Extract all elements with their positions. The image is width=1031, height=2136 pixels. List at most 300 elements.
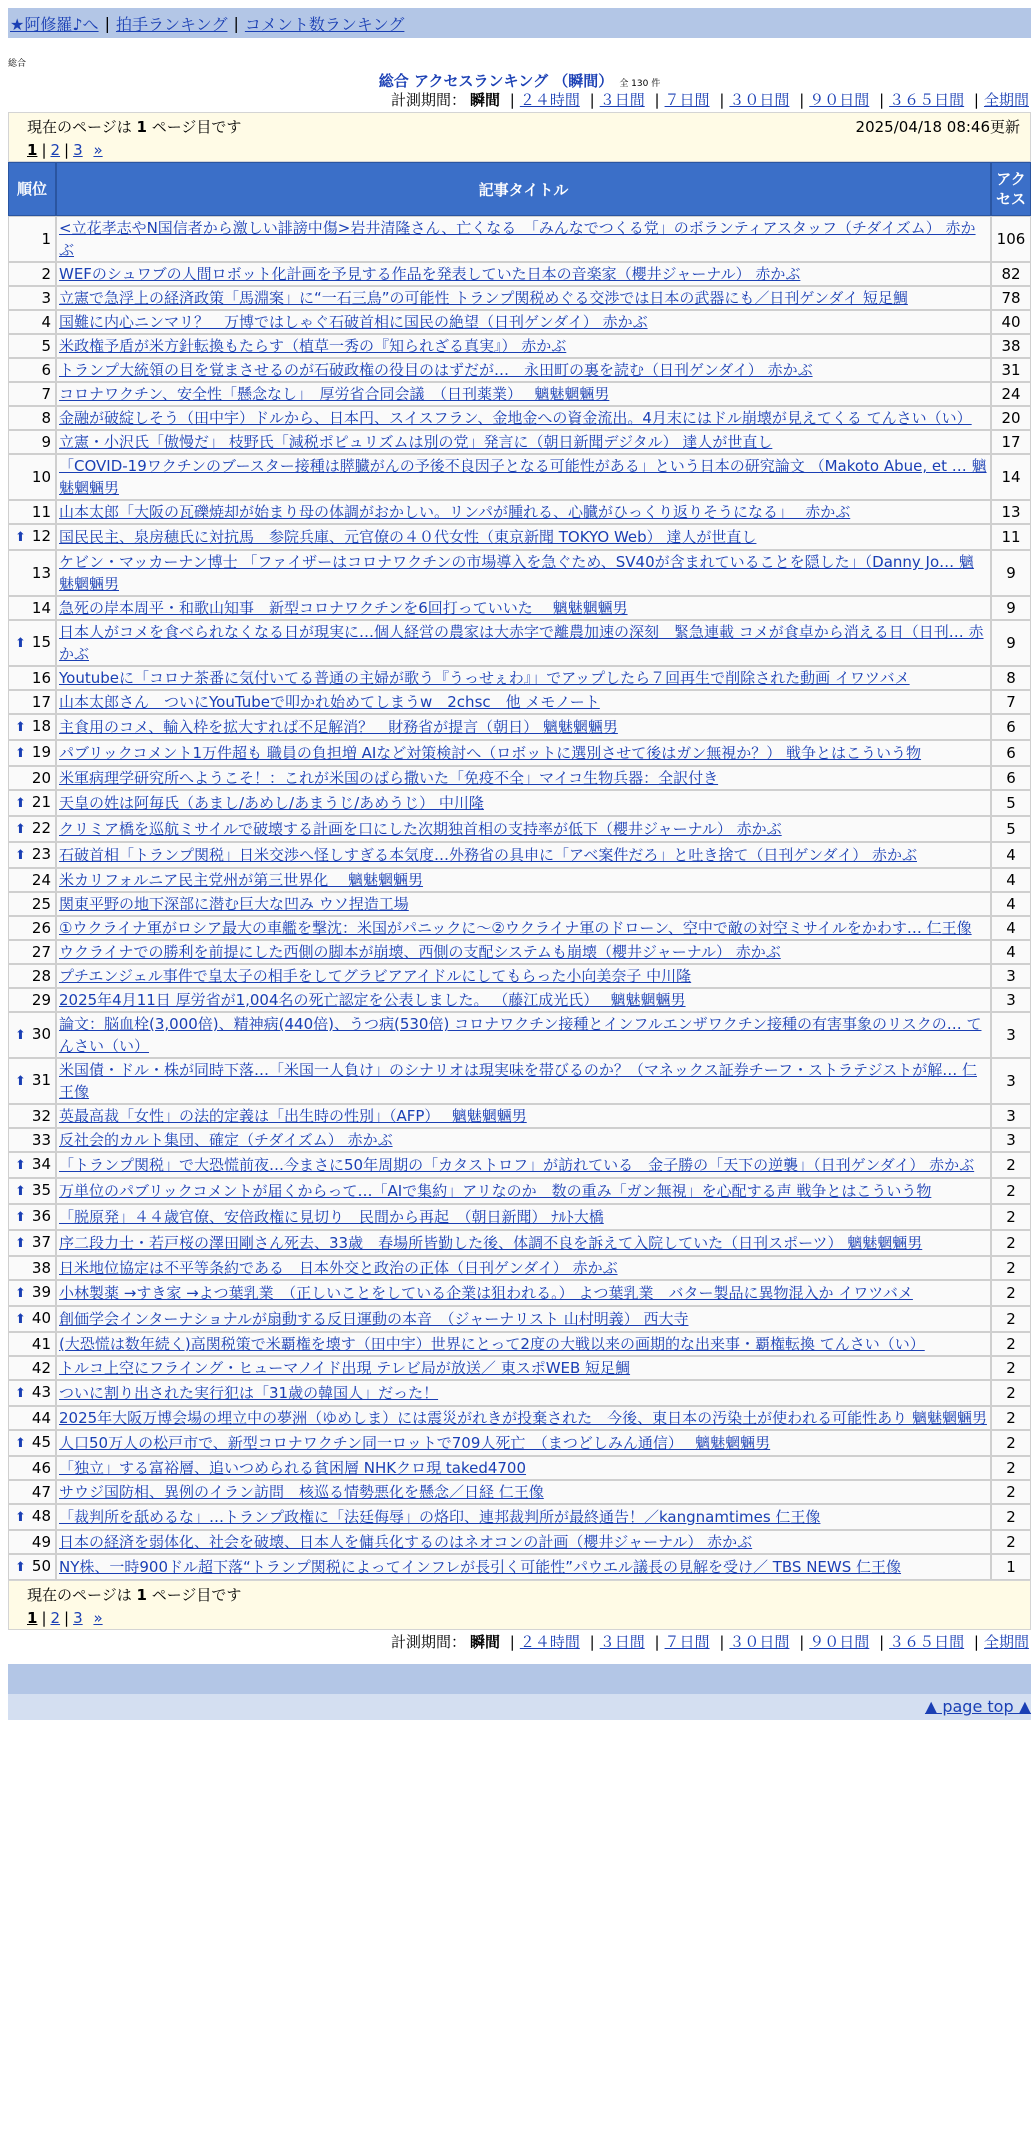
- next-page-link[interactable]: »: [93, 141, 103, 159]
- page-1-current: 1: [27, 1609, 38, 1627]
- up-arrow-icon: ⬆: [15, 1210, 26, 1225]
- rank-cell: [8, 766, 56, 790]
- table-row: [8, 1554, 1031, 1580]
- article-link[interactable]: 「COVID-19ワクチンのブースター接種は膵臓がんの予後不良因子となる可能性がある」という日本の研究論文 （Makoto Abue, et … 魑魅魍魎男: [59, 457, 987, 497]
- bottom-bar: [8, 1664, 1031, 1694]
- title-cell: [56, 286, 991, 310]
- rank-cell: [8, 500, 56, 524]
- period-selector-top: 計測期間： 瞬間 | ２４時間 | ３日間 | ７日間 | ３０日間 | ９０日間 | ３６５日間 | 全期間: [390, 91, 1029, 109]
- table-row: [8, 1128, 1031, 1152]
- title-cell: [56, 892, 991, 916]
- access-count: 2: [991, 1480, 1031, 1504]
- page-top-link[interactable]: ▲ page top ▲: [924, 1697, 1031, 1716]
- article-link[interactable]: 「独立」する富裕層、追いつめられる貧困層 NHKクロ現 taked4700: [59, 1459, 527, 1477]
- title-cell: [56, 596, 991, 620]
- article-link[interactable]: 米政権予盾が米方針転換もたらす（植草一秀の『知られざる真実』） 赤かぶ: [59, 337, 567, 355]
- period-link-30d[interactable]: ３０日間: [729, 91, 790, 109]
- title-cell: [56, 1554, 991, 1580]
- up-arrow-icon: ⬆: [15, 1560, 26, 1575]
- access-count: 2: [991, 1380, 1031, 1406]
- access-count: 2: [991, 1406, 1031, 1430]
- access-count: 3: [991, 1128, 1031, 1152]
- table-row: [8, 1504, 1031, 1530]
- article-link[interactable]: 山本太郎「大阪の瓦礫焼却が始まり母の体調がおかしい。リンパが腫れる、心臓がひっくり返りそうになる」 赤かぶ: [59, 503, 851, 521]
- article-link[interactable]: 金融が破綻しそう（田中宇）ドルから、日本円、スイスフラン、金地金への資金流出。4月末にはドル崩壊が見えてくる てんさい（い）: [59, 409, 972, 427]
- title-cell: [56, 1230, 991, 1256]
- article-link[interactable]: 2025年4月11日 厚労省が1,004名の死亡認定を公表しました。 （藤江成光氏） 魑魅魍魎男: [59, 991, 686, 1009]
- article-link[interactable]: 「裁判所を舐めるな」…トランプ政権に「法廷侮辱」の烙印、連邦裁判所が最終通告！／kangnamtimes 仁王像: [59, 1508, 821, 1526]
- title-cell: [56, 1456, 991, 1480]
- article-link[interactable]: 立憲・小沢氏「傲慢だ」 枝野氏「減税ポピュリズムは別の党」発言に（朝日新聞デジタル） 達人が世直し: [59, 433, 773, 451]
- current-page-text: 現在のページは 1 ページ目です: [27, 118, 242, 136]
- rank-cell: [8, 988, 56, 1012]
- period-link-3d[interactable]: ３日間: [599, 91, 645, 109]
- rank-cell: [8, 690, 56, 714]
- article-link[interactable]: 日本人がコメを食べられなくなる日が現実に…個人経営の農家は大赤字で離農加速の深刻 緊急連載 コメが食卓から消える日（日刊… 赤かぶ: [59, 623, 984, 663]
- access-count: 2: [991, 1178, 1031, 1204]
- period-link-24h[interactable]: ２４時間: [519, 1633, 580, 1651]
- article-link[interactable]: 英最高裁「女性」の法的定義は「出生時の性別」（AFP） 魑魅魍魎男: [59, 1107, 527, 1125]
- up-arrow-icon: ⬆: [15, 796, 26, 811]
- access-count: 4: [991, 940, 1031, 964]
- table-row: [8, 1356, 1031, 1380]
- article-link[interactable]: 日米地位協定は不平等条約である 日本外交と政治の正体（日刊ゲンダイ） 赤かぶ: [59, 1259, 618, 1277]
- page-1-current: 1: [27, 141, 38, 159]
- table-row: [8, 1480, 1031, 1504]
- title-cell: [56, 550, 991, 596]
- period-link-90d[interactable]: ９０日間: [809, 91, 870, 109]
- access-count: 2: [991, 1332, 1031, 1356]
- article-link[interactable]: 関東平野の地下深部に潜む巨大な凹み ウソ捏造工場: [59, 895, 409, 913]
- table-row: [8, 1204, 1031, 1230]
- up-arrow-icon: ⬆: [15, 1158, 26, 1173]
- title-cell: [56, 500, 991, 524]
- title-cell: [56, 1332, 991, 1356]
- article-link[interactable]: 主食用のコメ、輸入枠を拡大すれば不足解消？ 財務省が提言（朝日） 魑魅魍魎男: [59, 718, 618, 736]
- access-count: 1: [991, 1554, 1031, 1580]
- article-link[interactable]: Youtubeに「コロナ茶番に気付いてる普通の主婦が歌う『うっせぇわ』」でアップしたら７回再生で削除された動画 イワツバメ: [59, 669, 910, 687]
- access-count: 17: [991, 430, 1031, 454]
- table-row: [8, 382, 1031, 406]
- rank-cell: [8, 524, 56, 550]
- rank-number: 18: [31, 717, 51, 735]
- table-row: [8, 964, 1031, 988]
- pagination: 1 | 2 | 3 »: [27, 141, 103, 159]
- table-row: [8, 286, 1031, 310]
- top-nav-bar: [8, 8, 1031, 38]
- title-cell: [56, 620, 991, 666]
- period-link-90d[interactable]: ９０日間: [809, 1633, 870, 1651]
- rank-cell: [8, 1230, 56, 1256]
- title-cell: [56, 916, 991, 940]
- access-count: 6: [991, 740, 1031, 766]
- rank-number: 17: [31, 693, 51, 711]
- rank-number: 37: [31, 1233, 51, 1251]
- up-arrow-icon: ⬆: [15, 746, 26, 761]
- page-3-link[interactable]: 3: [73, 141, 83, 159]
- table-row: [8, 1178, 1031, 1204]
- article-link[interactable]: クリミア橋を巡航ミサイルで破壊する計画を口にした次期独首相の支持率が低下（櫻井ジャーナル） 赤かぶ: [59, 820, 782, 838]
- table-row: [8, 262, 1031, 286]
- title-cell: [56, 430, 991, 454]
- page-2-link[interactable]: 2: [50, 141, 61, 159]
- article-link[interactable]: (大恐慌は数年続く)高関税策で米覇権を壊す（田中宇）世界にとって2度の大戦以来の画期的な出来事・覇権転換 てんさい（い）: [59, 1335, 925, 1353]
- rank-cell: [8, 1406, 56, 1430]
- article-link[interactable]: ケビン・マッカーナン博士 「ファイザーはコロナワクチンの市場導入を急ぐため、SV40が含まれていることを隠した」（Danny Jo… 魑魅魍魎男: [59, 553, 974, 593]
- access-count: 2: [991, 1280, 1031, 1306]
- title-cell: [56, 714, 991, 740]
- period-link-365d[interactable]: ３６５日間: [889, 1633, 965, 1651]
- rank-number: 9: [41, 433, 51, 451]
- access-count: 11: [991, 524, 1031, 550]
- rank-cell: [8, 334, 56, 358]
- rank-cell: [8, 1306, 56, 1332]
- title-cell: [56, 216, 991, 262]
- access-count: 2: [991, 1256, 1031, 1280]
- table-row: [8, 1152, 1031, 1178]
- table-row: [8, 1332, 1031, 1356]
- rank-number: 46: [31, 1459, 51, 1477]
- up-arrow-icon: ⬆: [15, 1286, 26, 1301]
- access-count: 24: [991, 382, 1031, 406]
- rank-cell: [8, 816, 56, 842]
- col-access-header: アクセス: [991, 162, 1031, 216]
- rank-cell: [8, 892, 56, 916]
- article-link[interactable]: 「トランプ関税」で大恐慌前夜…今まさに50年周期の「カタストロフ」が訪れている 金子勝の「天下の逆襲」（日刊ゲンダイ） 赤かぶ: [59, 1156, 975, 1174]
- article-link[interactable]: 「脱原発」４４歳官僚、安倍政権に見切り 民間から再起 （朝日新聞） ﾅﾙﾄ大橋: [59, 1208, 604, 1226]
- table-row: [8, 334, 1031, 358]
- article-link[interactable]: 序二段力士・若戸桜の澤田剛さん死去、33歳 春場所皆勤した後、体調不良を訴えて入院していた（日刊スポーツ） 魑魅魍魎男: [59, 1234, 923, 1252]
- title-cell: [56, 940, 991, 964]
- title-cell: [56, 358, 991, 382]
- title-cell: [56, 1204, 991, 1230]
- rank-number: 34: [31, 1155, 51, 1173]
- access-count: 2: [991, 1356, 1031, 1380]
- rank-cell: [8, 714, 56, 740]
- next-page-link[interactable]: »: [93, 1609, 103, 1627]
- rank-number: 30: [31, 1025, 51, 1043]
- access-count: 5: [991, 790, 1031, 816]
- article-link[interactable]: 米国債・ドル・株が同時下落…「米国一人負け」のシナリオは現実味を帯びるのか？（マネックス証券チーフ・ストラテジストが解… 仁王像: [59, 1061, 977, 1101]
- rank-number: 24: [31, 871, 51, 889]
- article-link[interactable]: 日本の経済を弱体化、社会を破壊、日本人を傭兵化するのはネオコンの計画（櫻井ジャーナル） 赤かぶ: [59, 1533, 753, 1551]
- rank-cell: [8, 1356, 56, 1380]
- title-cell: [56, 842, 991, 868]
- rank-cell: [8, 286, 56, 310]
- article-link[interactable]: WEFのシュワブの人間ロボット化計画を予見する作品を発表していた日本の音楽家（櫻井ジャーナル） 赤かぶ: [59, 265, 801, 283]
- rank-number: 7: [41, 385, 51, 403]
- rank-cell: [8, 868, 56, 892]
- table-row: [8, 740, 1031, 766]
- rank-cell: [8, 1554, 56, 1580]
- rank-cell: [8, 1204, 56, 1230]
- rank-cell: [8, 216, 56, 262]
- access-count: 14: [991, 454, 1031, 500]
- page-top-bar: [8, 1694, 1031, 1720]
- rank-number: 21: [31, 793, 51, 811]
- rank-number: 13: [31, 564, 51, 582]
- access-count: 9: [991, 550, 1031, 596]
- rank-cell: [8, 1504, 56, 1530]
- article-link[interactable]: 米カリフォルニア民主党州が第三世界化 魑魅魍魎男: [59, 871, 424, 889]
- title-cell: [56, 1058, 991, 1104]
- article-link[interactable]: プチエンジェル事件で皇太子の相手をしてグラビアアイドルにしてもらった小向美奈子 中川隆: [59, 967, 692, 985]
- nav-separator: |: [104, 13, 110, 33]
- article-link[interactable]: 小林製薬 →すき家 →よつ葉乳業 （正しいことをしている企業は狙われる。） よつ葉乳業 バター製品に異物混入か イワツバメ: [59, 1284, 913, 1302]
- up-arrow-icon: ⬆: [15, 530, 26, 545]
- up-arrow-icon: ⬆: [15, 1436, 26, 1451]
- col-title-header: 記事タイトル: [56, 162, 991, 216]
- rank-cell: [8, 1104, 56, 1128]
- table-row: [8, 358, 1031, 382]
- rank-number: 49: [31, 1533, 51, 1551]
- rank-cell: [8, 1152, 56, 1178]
- table-row: [8, 790, 1031, 816]
- article-link[interactable]: 創価学会インターナショナルが扇動する反日運動の本音 （ジャーナリスト 山村明義） 西大寺: [59, 1310, 689, 1328]
- title-cell: [56, 382, 991, 406]
- rank-number: 1: [41, 230, 51, 248]
- rank-number: 8: [41, 409, 51, 427]
- rank-number: 3: [41, 289, 51, 307]
- rank-cell: [8, 964, 56, 988]
- access-count: 4: [991, 892, 1031, 916]
- title-cell: [56, 816, 991, 842]
- ranking-title: 総合 アクセスランキング （瞬間）: [378, 72, 614, 90]
- title-cell: [56, 690, 991, 714]
- article-link[interactable]: 天皇の姓は阿毎氏（あまし/あめし/あまうじ/あめうじ） 中川隆: [59, 794, 484, 812]
- rank-number: 36: [31, 1207, 51, 1225]
- rank-cell: [8, 310, 56, 334]
- article-link[interactable]: ①ウクライナ軍がロシア最大の車艦を撃沈：米国がパニックに～②ウクライナ軍のドローン、空中で敵の対空ミサイルをかわす… 仁王像: [59, 919, 972, 937]
- rank-number: 22: [31, 819, 51, 837]
- article-link[interactable]: ウクライナでの勝利を前提にした西側の脚本が崩壊、西側の支配システムも崩壊（櫻井ジャーナル） 赤かぶ: [59, 943, 781, 961]
- period-label: 計測期間：: [390, 91, 466, 109]
- rank-number: 10: [31, 468, 51, 486]
- access-count: 6: [991, 714, 1031, 740]
- table-row: [8, 1380, 1031, 1406]
- rank-number: 50: [31, 1557, 51, 1575]
- title-cell: [56, 1152, 991, 1178]
- access-count: 9: [991, 596, 1031, 620]
- article-link[interactable]: 反社会的カルト集団、確定（チダイズム） 赤かぶ: [59, 1131, 393, 1149]
- article-link[interactable]: 米軍病理学研究所へようこそ！：これが米国のばら撒いた「免疫不全」マイコ生物兵器：全訳付き: [59, 769, 719, 787]
- access-count: 2: [991, 1504, 1031, 1530]
- article-link[interactable]: 国民民主、泉房穂氏に対抗馬 参院兵庫、元官僚の４０代女性（東京新聞 TOKYO Web） 達人が世直し: [59, 528, 757, 546]
- rank-cell: [8, 666, 56, 690]
- title-cell: [56, 868, 991, 892]
- table-row: [8, 868, 1031, 892]
- period-selector-bottom: 計測期間： 瞬間 | ２４時間 | ３日間 | ７日間 | ３０日間 | ９０日間 | ３６５日間 | 全期間: [390, 1633, 1029, 1651]
- article-link[interactable]: サウジ国防相、異例のイラン訪問 核巡る情勢悪化を懸念／日経 仁王像: [59, 1483, 544, 1501]
- rank-number: 42: [31, 1359, 51, 1377]
- article-link[interactable]: <立花孝志やN国信者から激しい誹謗中傷>岩井清隆さん、亡くなる 「みんなでつくる党」のボランティアスタッフ（チダイズム） 赤かぶ: [59, 219, 976, 259]
- access-count: 2: [991, 1306, 1031, 1332]
- rank-number: 6: [41, 361, 51, 379]
- page-2-link[interactable]: 2: [50, 1609, 61, 1627]
- nav-separator: |: [233, 13, 239, 33]
- rank-cell: [8, 382, 56, 406]
- table-row: [8, 524, 1031, 550]
- up-arrow-icon: ⬆: [15, 1510, 26, 1525]
- period-link-24h[interactable]: ２４時間: [519, 91, 580, 109]
- rank-cell: [8, 358, 56, 382]
- table-row: [8, 454, 1031, 500]
- table-row: [8, 310, 1031, 334]
- title-cell: [56, 1530, 991, 1554]
- article-link[interactable]: パブリックコメント1万件超も 職員の負担増 AIなど対策検討へ（ロボットに選別させて後はガン無視か？） 戦争とはこういう物: [59, 744, 922, 762]
- access-count: 2: [991, 1204, 1031, 1230]
- rank-number: 39: [31, 1283, 51, 1301]
- rank-number: 19: [31, 743, 51, 761]
- table-row: [8, 766, 1031, 790]
- period-link-30d[interactable]: ３０日間: [729, 1633, 790, 1651]
- rank-cell: [8, 790, 56, 816]
- page-title: [8, 70, 1031, 88]
- home-link[interactable]: ★阿修羅♪へ: [10, 14, 99, 34]
- rank-number: 23: [31, 845, 51, 863]
- access-count: 8: [991, 666, 1031, 690]
- title-cell: [56, 1104, 991, 1128]
- total-count: 全 130 件: [619, 79, 661, 89]
- access-count: 40: [991, 310, 1031, 334]
- period-link-7d[interactable]: ７日間: [664, 1633, 710, 1651]
- article-link[interactable]: 急死の岸本周平・和歌山知事 新型コロナワクチンを6回打っていいた 魑魅魍魎男: [59, 599, 628, 617]
- rank-cell: [8, 620, 56, 666]
- table-row: [8, 1306, 1031, 1332]
- table-row: [8, 1012, 1031, 1058]
- rank-cell: [8, 262, 56, 286]
- rank-cell: [8, 596, 56, 620]
- clap-ranking-link[interactable]: 拍手ランキング: [115, 14, 228, 34]
- access-count: 3: [991, 988, 1031, 1012]
- access-count: 20: [991, 406, 1031, 430]
- rank-cell: [8, 842, 56, 868]
- rank-number: 32: [31, 1107, 51, 1125]
- access-count: 3: [991, 1104, 1031, 1128]
- period-link-3d[interactable]: ３日間: [599, 1633, 645, 1651]
- access-count: 4: [991, 868, 1031, 892]
- rank-cell: [8, 1530, 56, 1554]
- rank-number: 43: [31, 1383, 51, 1401]
- table-row: [8, 596, 1031, 620]
- rank-cell: [8, 1128, 56, 1152]
- access-count: 7: [991, 690, 1031, 714]
- up-arrow-icon: ⬆: [15, 1028, 26, 1043]
- article-link[interactable]: 立憲で急浮上の経済政策「馬淵案」に“一石三鳥”の可能性 トランプ関税めぐる交渉では日本の武器にも／日刊ゲンダイ 短足鯛: [59, 289, 908, 307]
- title-cell: [56, 1280, 991, 1306]
- rank-cell: [8, 1480, 56, 1504]
- table-row: [8, 1456, 1031, 1480]
- ranking-table: [8, 162, 1031, 1580]
- period-link-all[interactable]: 全期間: [983, 1633, 1029, 1651]
- rank-cell: [8, 1430, 56, 1456]
- pagination: 1 | 2 | 3 »: [27, 1609, 103, 1627]
- rank-cell: [8, 1456, 56, 1480]
- rank-number: 27: [31, 943, 51, 961]
- rank-number: 47: [31, 1483, 51, 1501]
- rank-number: 45: [31, 1433, 51, 1451]
- period-link-365d[interactable]: ３６５日間: [889, 91, 965, 109]
- article-link[interactable]: 万単位のパブリックコメントが届くからって…「AIで集約」アリなのか 数の重み「ガン無視」を心配する声 戦争とはこういう物: [59, 1182, 932, 1200]
- rank-number: 28: [31, 967, 51, 985]
- article-link[interactable]: トルコ上空にフライング・ヒューマノイド出現 テレビ局が放送／ 東スポWEB 短足鯛: [59, 1359, 631, 1377]
- title-cell: [56, 1480, 991, 1504]
- article-link[interactable]: 山本太郎さん ついにYouTubeで叩かれ始めてしまうw 2chsc 他 メモノート: [59, 693, 600, 711]
- table-row: [8, 620, 1031, 666]
- page-info-top: [8, 112, 1031, 162]
- article-link[interactable]: 論文：脳血栓(3,000倍)、精神病(440倍)、うつ病(530倍) コロナワクチン接種とインフルエンザワクチン接種の有害事象のリスクの… てんさい（い）: [59, 1015, 982, 1055]
- table-row: [8, 816, 1031, 842]
- article-link[interactable]: トランプ大統領の目を覚まさせるのが石破政権の役目のはずだが… 永田町の裏を読む（日刊ゲンダイ） 赤かぶ: [59, 361, 813, 379]
- title-cell: [56, 524, 991, 550]
- title-cell: [56, 1012, 991, 1058]
- category-label: 総合: [8, 59, 27, 69]
- rank-cell: [8, 1332, 56, 1356]
- period-link-all[interactable]: 全期間: [983, 91, 1029, 109]
- rank-cell: [8, 940, 56, 964]
- access-count: 3: [991, 964, 1031, 988]
- rank-number: 16: [31, 669, 51, 687]
- table-row: [8, 916, 1031, 940]
- rank-cell: [8, 1178, 56, 1204]
- page-3-link[interactable]: 3: [73, 1609, 83, 1627]
- title-cell: [56, 1380, 991, 1406]
- up-arrow-icon: ⬆: [15, 636, 26, 651]
- rank-number: 20: [31, 769, 51, 787]
- rank-number: 26: [31, 919, 51, 937]
- rank-number: 38: [31, 1259, 51, 1277]
- period-link-7d[interactable]: ７日間: [664, 91, 710, 109]
- rank-number: 44: [31, 1409, 51, 1427]
- article-link[interactable]: 2025年大阪万博会場の埋立中の夢洲（ゆめしま）には震災がれきが投棄された 今後、東日本の汚染土が使われる可能性あり 魑魅魍魎男: [59, 1409, 987, 1427]
- title-cell: [56, 790, 991, 816]
- table-row: [8, 940, 1031, 964]
- up-arrow-icon: ⬆: [15, 1312, 26, 1327]
- table-row: [8, 988, 1031, 1012]
- period-current: 瞬間: [469, 91, 500, 109]
- access-count: 4: [991, 916, 1031, 940]
- rank-number: 5: [41, 337, 51, 355]
- article-link[interactable]: コロナワクチン、安全性「懸念なし」 厚労省合同会議 （日刊薬業） 魑魅魍魎男: [59, 385, 610, 403]
- rank-number: 25: [31, 895, 51, 913]
- article-link[interactable]: 石破首相「トランプ関税」日米交渉へ怪しすぎる本気度…外務省の具申に「アベ案件だろ」と吐き捨て（日刊ゲンダイ） 赤かぶ: [59, 846, 917, 864]
- access-count: 31: [991, 358, 1031, 382]
- article-link[interactable]: 国難に内心ニンマリ？ 万博ではしゃぐ石破首相に国民の絶望（日刊ゲンダイ） 赤かぶ: [59, 313, 648, 331]
- title-cell: [56, 1356, 991, 1380]
- access-count: 3: [991, 1012, 1031, 1058]
- up-arrow-icon: ⬆: [15, 1184, 26, 1199]
- access-count: 9: [991, 620, 1031, 666]
- article-link[interactable]: NY株、一時900ドル超下落“トランプ関税によってインフレが長引く可能性”パウエル議長の見解を受け／ TBS NEWS 仁王像: [59, 1558, 902, 1576]
- rank-cell: [8, 454, 56, 500]
- comment-ranking-link[interactable]: コメント数ランキング: [244, 14, 405, 34]
- up-arrow-icon: ⬆: [15, 848, 26, 863]
- access-count: 78: [991, 286, 1031, 310]
- table-row: [8, 500, 1031, 524]
- rank-number: 40: [31, 1309, 51, 1327]
- article-link[interactable]: 人口50万人の松戸市で、新型コロナワクチン同一ロットで709人死亡 （まつどしみん通信） 魑魅魍魎男: [59, 1434, 771, 1452]
- table-row: [8, 1430, 1031, 1456]
- article-link[interactable]: ついに割り出された実行犯は「31歳の韓国人」だった！: [59, 1384, 439, 1402]
- table-row: [8, 1280, 1031, 1306]
- col-rank-header: 順位: [8, 162, 56, 216]
- title-cell: [56, 1430, 991, 1456]
- up-arrow-icon: ⬆: [15, 822, 26, 837]
- table-row: [8, 216, 1031, 262]
- table-row: [8, 842, 1031, 868]
- rank-cell: [8, 406, 56, 430]
- up-arrow-icon: ⬆: [15, 1074, 26, 1089]
